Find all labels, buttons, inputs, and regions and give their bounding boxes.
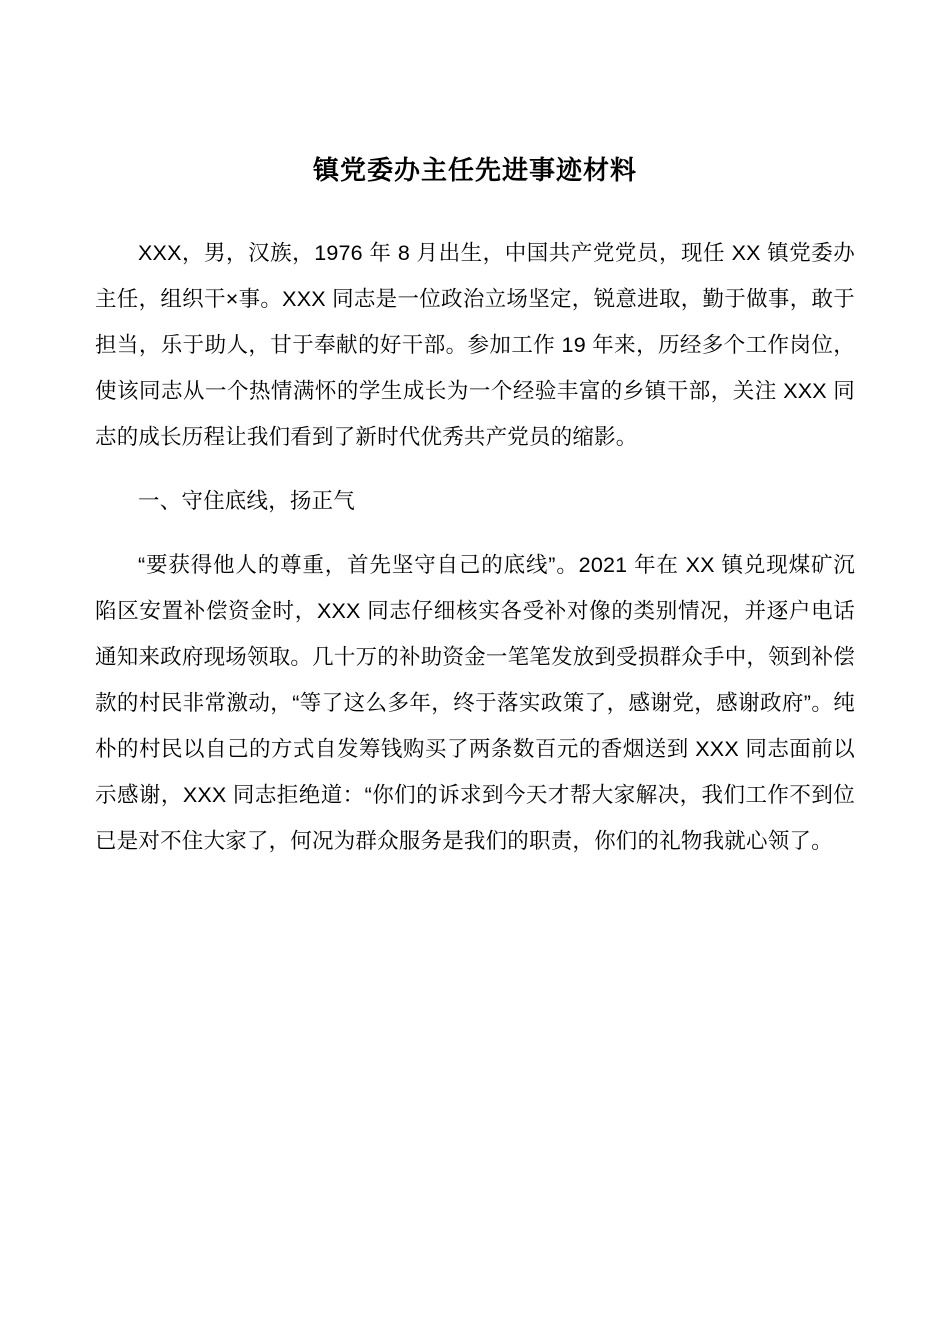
page-title: 镇党委办主任先进事迹材料 (312, 155, 637, 185)
paragraph-section-one-body: “要获得他人的尊重，首先坚守自己的底线”。2021 年在 XX 镇兑现煤矿沉陷区安置补偿资金时，XXX 同志仔细核实各受补对像的类别情况，并逐户电话通知来政府现场领取。几十万的补助资金一笔笔发放到受损群众手中，领到补偿款的村民非常激动，“等了这么多年，终于落实政策了，感谢党，感谢政府”。纯朴的村民以自己的方式自发筹钱购买了两条数百元的香烟送到 XXX 同志面前以示感谢，XXX 同志拒绝道：“你们的诉求到今天才帮大家解决，我们工作不到位已是对不住大家了，何况为群众服务是我们的职责，你们的礼物我就心领了。 (95, 553, 855, 853)
paragraph-intro: XXX，男，汉族，1976 年 8 月出生，中国共产党党员，现任 XX 镇党委办主任，组织干×事。XXX 同志是一位政治立场坚定，锐意进取，勤于做事，敢于担当，乐于助人，甘于奉献的好干部。参加工作 19 年来，历经多个工作岗位，使该同志从一个热情满怀的学生成长为一个经验丰富的乡镇干部，关注 XXX 同志的成长历程让我们看到了新时代优秀共产党员的缩影。 (95, 241, 855, 449)
section-heading-one: 一、守住底线，扬正气 (138, 489, 356, 513)
